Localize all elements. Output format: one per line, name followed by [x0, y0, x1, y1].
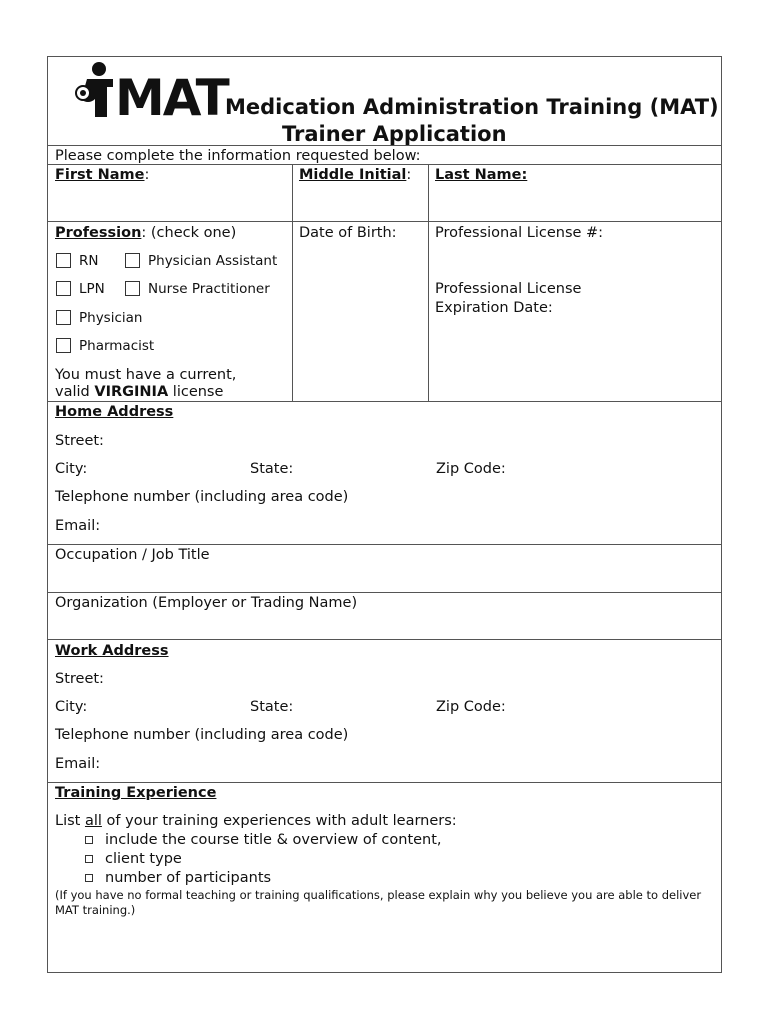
training-instructions: List all of your training experiences with adult learners:	[55, 813, 457, 829]
bullet-box-icon	[85, 855, 93, 863]
bullet-box-icon	[85, 874, 93, 882]
work-zip-label: Zip Code:	[436, 699, 506, 715]
form-title-line2: Trainer Application	[282, 122, 507, 146]
mat-logo	[73, 65, 228, 127]
divider	[48, 221, 721, 222]
home-zip-label: Zip Code:	[436, 461, 506, 477]
work-email-label: Email:	[55, 756, 101, 772]
home-street-label: Street:	[55, 433, 104, 449]
logo-letters: MAT	[115, 69, 228, 127]
lpn-checkbox[interactable]	[56, 281, 71, 296]
home-state-label: State:	[250, 461, 294, 477]
nurse-practitioner-label: Nurse Practitioner	[148, 281, 270, 297]
physician-assistant-label: Physician Assistant	[148, 253, 278, 269]
training-experience-heading: Training Experience	[55, 785, 217, 801]
license-note-line2: valid VIRGINIA license	[55, 384, 224, 400]
home-telephone-label: Telephone number (including area code)	[55, 489, 349, 505]
column-divider	[428, 164, 429, 402]
physician-assistant-checkbox[interactable]	[125, 253, 140, 268]
form-title-line1: Medication Administration Training (MAT)	[225, 95, 719, 119]
rn-label: RN	[79, 253, 99, 269]
divider	[48, 639, 721, 640]
training-bullet-item: number of participants	[105, 870, 272, 886]
divider	[48, 164, 721, 165]
first-name-label: First Name:	[55, 167, 150, 183]
pharmacist-checkbox[interactable]	[56, 338, 71, 353]
divider	[48, 401, 721, 402]
divider	[48, 145, 721, 146]
training-bullet-item: client type	[105, 851, 182, 867]
application-form	[47, 56, 722, 973]
pharmacist-label: Pharmacist	[79, 338, 155, 354]
physician-label: Physician	[79, 310, 143, 326]
work-telephone-label: Telephone number (including area code)	[55, 727, 349, 743]
nurse-practitioner-checkbox[interactable]	[125, 281, 140, 296]
training-note: (If you have no formal teaching or training qualifications, please explain why you believe you are able to deliver MAT training.)	[55, 888, 702, 917]
column-divider	[292, 164, 293, 402]
person-icon	[73, 61, 121, 119]
license-expiration-label-line2: Expiration Date:	[435, 300, 553, 316]
divider	[48, 544, 721, 545]
middle-initial-label: Middle Initial:	[299, 167, 412, 183]
work-state-label: State:	[250, 699, 294, 715]
work-address-heading: Work Address	[55, 643, 169, 659]
license-note-line1: You must have a current,	[55, 367, 237, 383]
license-number-label: Professional License #:	[435, 225, 604, 241]
organization-label: Organization (Employer or Trading Name)	[55, 595, 358, 611]
training-bullet-item: include the course title & overview of content,	[105, 832, 442, 848]
rn-checkbox[interactable]	[56, 253, 71, 268]
intro-text: Please complete the information requested below:	[55, 148, 421, 164]
license-expiration-label-line1: Professional License	[435, 281, 582, 297]
home-address-heading: Home Address	[55, 404, 174, 420]
divider	[48, 782, 721, 783]
physician-checkbox[interactable]	[56, 310, 71, 325]
occupation-label: Occupation / Job Title	[55, 547, 210, 563]
home-email-label: Email:	[55, 518, 101, 534]
lpn-label: LPN	[79, 281, 105, 297]
work-street-label: Street:	[55, 671, 104, 687]
work-city-label: City:	[55, 699, 88, 715]
last-name-label: Last Name:	[435, 167, 528, 183]
profession-label: Profession: (check one)	[55, 225, 237, 241]
bullet-box-icon	[85, 836, 93, 844]
divider	[48, 592, 721, 593]
home-city-label: City:	[55, 461, 88, 477]
date-of-birth-label: Date of Birth:	[299, 225, 397, 241]
